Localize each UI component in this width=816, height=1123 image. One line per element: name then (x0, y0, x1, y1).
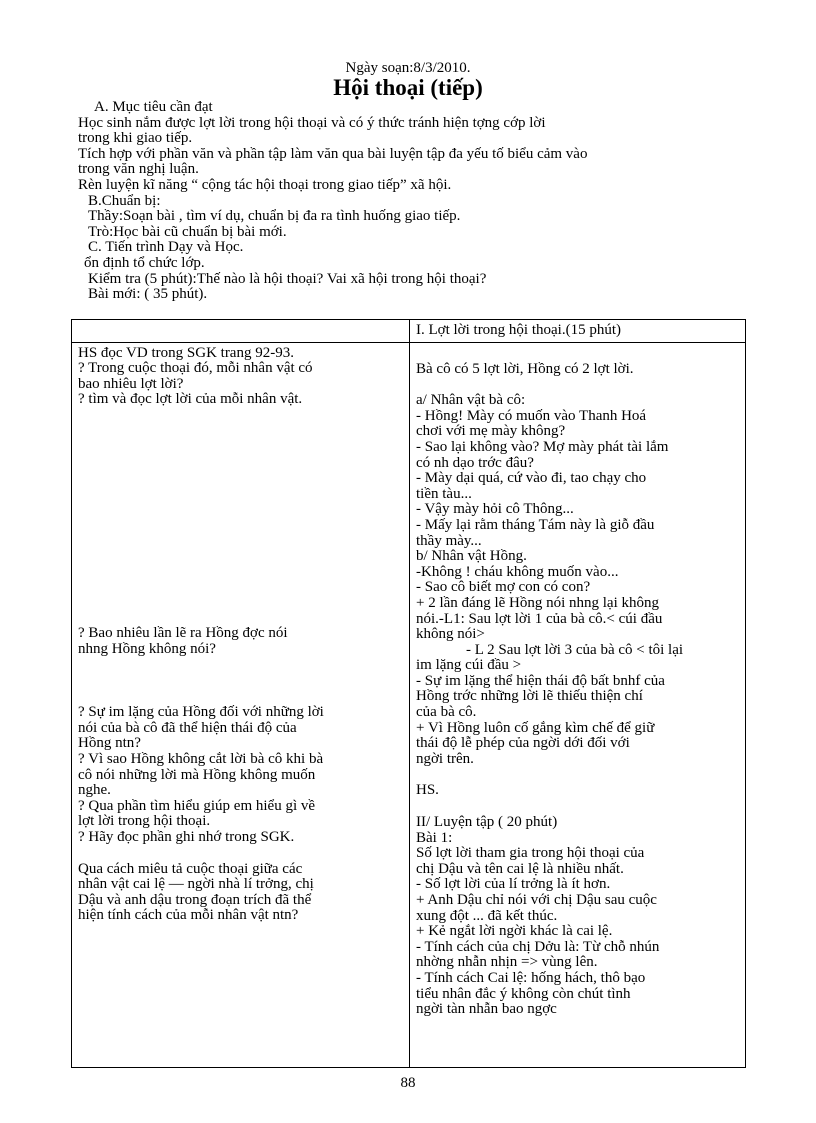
page-title: Hội thoại (tiếp) (333, 75, 483, 100)
answer-line: - Hồng! Mày có muốn vào Thanh Hoá (416, 407, 647, 424)
answer-line: + Kẻ ngắt lời ngời khác là cai lệ. (416, 923, 613, 940)
intro-line: trong khi giao tiếp. (78, 130, 193, 147)
answer-line: - Mấy lại rằm tháng Tám này là giỗ đầu (416, 516, 655, 533)
section-a-heading: A. Mục tiêu cần đạt (94, 99, 213, 115)
intro-line: trong văn nghị luận. (78, 161, 199, 178)
section1-title: I. Lợt lời trong hội thoại.(15 phút) (416, 322, 622, 338)
question-line: cô nói những lời mà Hồng không muốn (78, 766, 316, 783)
answer-line: - Tính cách Cai lệ: hống hách, thô bạo (416, 969, 646, 986)
question-line: bao nhiêu lợt lời? (78, 375, 184, 392)
answer-line: ngời tàn nhẫn bao ngợc (416, 1001, 557, 1018)
answer-line: - L 2 Sau lợt lời 3 của bà cô < tôi lại (466, 641, 684, 658)
intro-line: Tích hợp với phần văn và phần tập làm văn qua bài luyện tập đa yếu tố biểu cảm vào (78, 145, 588, 162)
section2-title: II/ Luyện tập ( 20 phút) (416, 814, 558, 831)
check-question: Kiểm tra (5 phút):Thế nào là hội thoại? Vai xã hội trong hội thoại? (88, 270, 487, 287)
intro-line: Học sinh nắm được lợt lời trong hội thoại và có ý thức tránh hiện tợng cớp lời (78, 114, 546, 131)
question-line: ? Bao nhiêu lần lẽ ra Hồng đợc nói (78, 624, 288, 641)
answer-line: im lặng cúi đầu > (416, 657, 522, 674)
answer-line: + 2 lần đáng lẽ Hồng nói nhng lại không (416, 594, 660, 611)
answer-line: - Số lợt lời của lí trởng là ít hơn. (416, 876, 611, 893)
answer-line: - Sự im lặng thể hiện thái độ bất bnhf của (416, 672, 665, 689)
page-number: 88 (400, 1075, 416, 1091)
answer-line: chị Dậu và tên cai lệ là nhiều nhất. (416, 860, 624, 877)
answer-line: - Tính cách của chị Dởu là: Từ chỗ nhún (416, 938, 660, 955)
answer-line: Hồng trớc những lời lẽ thiếu thiện chí (416, 688, 643, 705)
answer-line: + Anh Dậu chỉ nói với chị Dậu sau cuộc (416, 892, 657, 908)
answer-line: tiểu nhân đắc ý không còn chút tình (416, 985, 631, 1002)
answer-line: - Vậy mày hỏi cô Thông... (416, 501, 574, 518)
answer-line: nói.-L1: Sau lợt lời 1 của bà cô.< cúi đầu (416, 610, 663, 627)
teacher-prep: Thầy:Soạn bài , tìm ví dụ, chuẩn bị đa ra tình huống giao tiếp. (88, 208, 461, 225)
question-line: nói của bà cô đã thể hiện thái độ của (78, 719, 297, 736)
question-line: ? Sự im lặng của Hồng đối với những lời (78, 704, 324, 721)
question-line: Dậu và anh dậu trong đoạn trích đã thể (78, 891, 312, 908)
question-line: nhng Hồng không nói? (78, 640, 216, 657)
answer-line: HS. (416, 782, 439, 799)
answer-line: + Vì Hồng luôn cố gắng kìm chế để giữ (416, 719, 655, 736)
answers-column (410, 342, 746, 1067)
question-line: ? Hãy đọc phần ghi nhớ trong SGK. (78, 828, 295, 845)
question-line: Qua cách miêu tả cuộc thoại giữa các (78, 860, 303, 877)
question-line: lợt lời trong hội thoại. (78, 813, 211, 830)
question-line: hiện tính cách của mỗi nhân vật ntn? (78, 907, 299, 924)
answer-line: thầy mày... (416, 532, 482, 549)
lesson-table (71, 319, 746, 1068)
date-line: Ngày soạn:8/3/2010. (345, 60, 471, 76)
student-prep: Trò:Học bài cũ chuẩn bị bài mới. (88, 223, 287, 240)
answer-line: ngời trên. (416, 750, 474, 767)
answer-line: b/ Nhân vật Hồng. (416, 548, 527, 565)
answer-line: - Mày dại quá, cứ vào đi, tao chạy cho (416, 470, 647, 487)
header-left-cell (72, 320, 410, 343)
answer-line: không nói> (416, 626, 485, 643)
section-b-heading: B.Chuẩn bị: (88, 192, 161, 209)
question-line: ? Qua phần tìm hiểu giúp em hiểu gì về (78, 797, 316, 814)
question-line: nghe. (78, 782, 111, 799)
header-right-cell (410, 320, 746, 343)
answer-line: thái độ lễ phép của ngời dới đối với (416, 735, 630, 752)
answer-line: a/ Nhân vật bà cô: (416, 392, 526, 409)
section-c-heading: C. Tiến trình Dạy và Học. (88, 239, 244, 256)
intro-section (78, 100, 768, 303)
answer-line: chơi với mẹ mày không? (416, 423, 566, 440)
answer-line: xung đột ... đã kết thúc. (416, 907, 558, 924)
questions-column (72, 342, 410, 1067)
question-line: Hồng ntn? (78, 735, 141, 752)
answer-line: - Sao lại không vào? Mợ mày phát tài lắm (416, 438, 669, 455)
intro-line: Rèn luyện kĩ năng “ cộng tác hội thoại trong giao tiếp” xã hội. (78, 176, 452, 193)
answer-line: tiền tàu... (416, 485, 472, 502)
answer-line: Bài 1: (416, 829, 453, 846)
answer-line: - Sao cô biết mợ con có con? (416, 579, 591, 596)
answer-line: -Không ! cháu không muốn vào... (416, 563, 619, 580)
question-line: ? Vì sao Hồng không cắt lời bà cô khi bà (78, 750, 324, 767)
new-lesson: Bài mới: ( 35 phút). (88, 286, 208, 303)
question-line: nhân vật cai lệ — ngời nhà lí trởng, chị (78, 876, 314, 893)
answer-line: Bà cô có 5 lợt lời, Hồng có 2 lợt lời. (416, 360, 634, 377)
question-line: ? Trong cuộc thoại đó, mỗi nhân vật có (78, 360, 313, 377)
answer-line: Số lợt lời tham gia trong hội thoại của (416, 845, 645, 862)
class-organization: ổn định tổ chức lớp. (84, 254, 205, 271)
answer-line: của bà cô. (416, 704, 477, 721)
question-line: ? tìm và đọc lợt lời của mỗi nhân vật. (78, 391, 303, 408)
question-read: HS đọc VD trong SGK trang 92-93. (78, 344, 294, 361)
answer-line: nhờng nhẫn nhịn => vùng lên. (416, 954, 598, 971)
answer-line: có nh dạo trớc đâu? (416, 454, 534, 471)
